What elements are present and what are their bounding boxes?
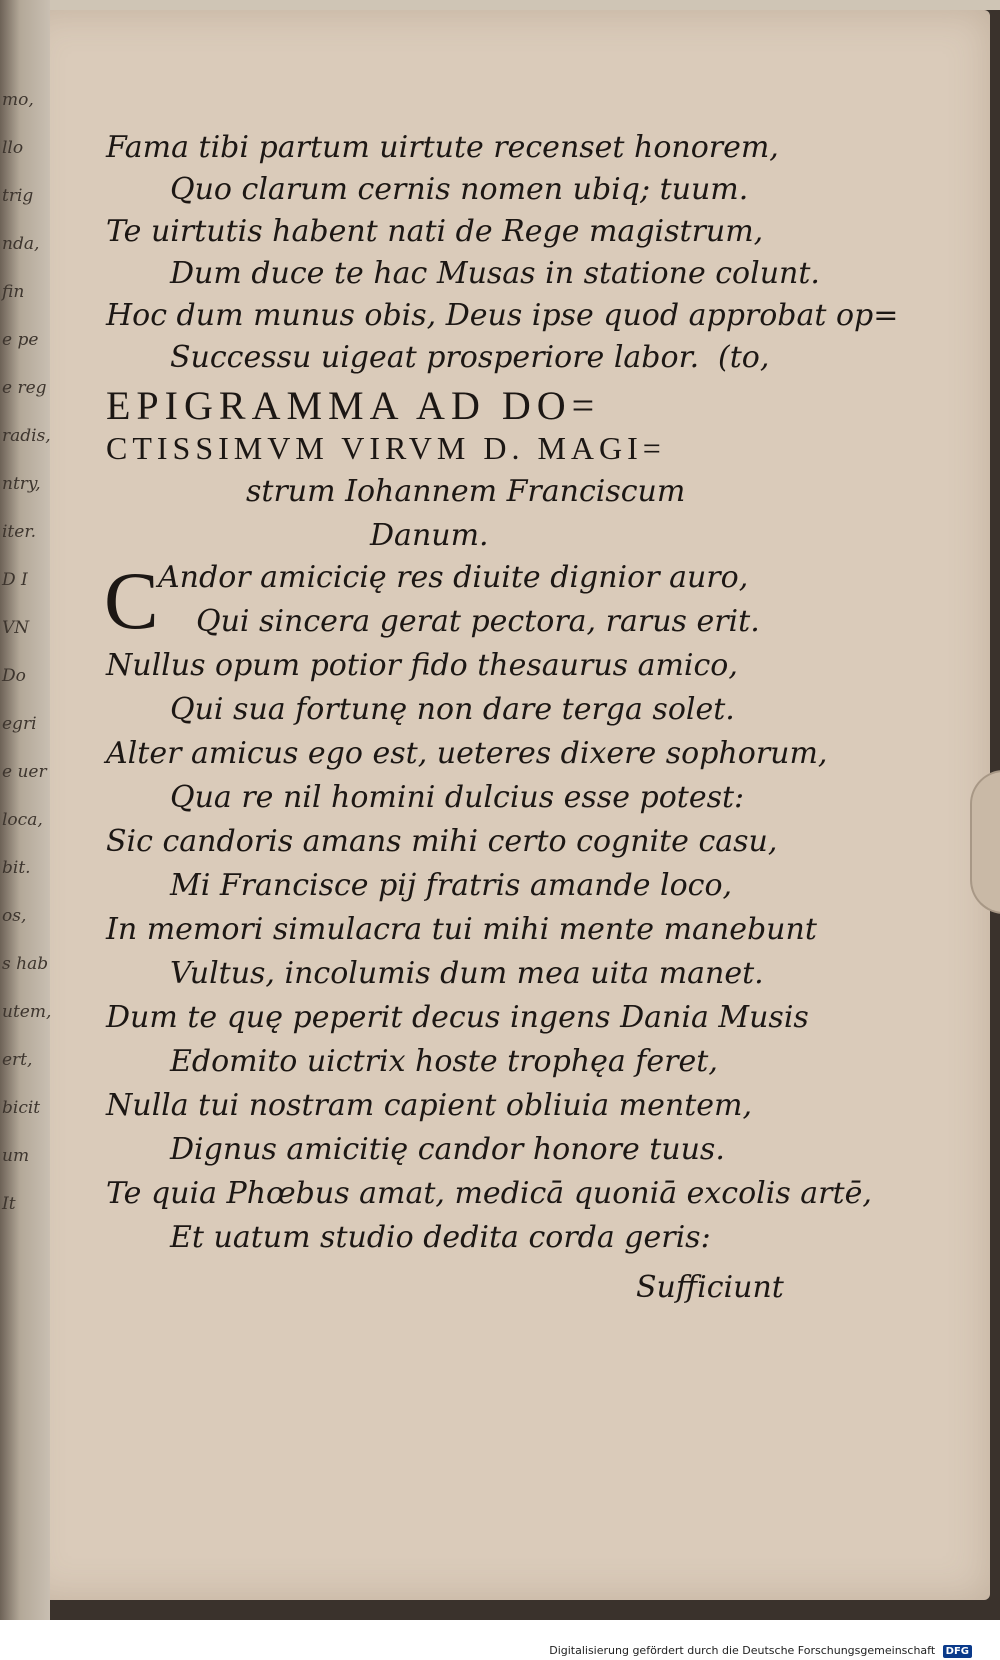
- footer-text: Digitalisierung gefördert durch die Deutsche Forschungsgemeinschaft: [549, 1644, 936, 1657]
- poem2-line: In memori simulacra tui mihi mente manebunt: [106, 912, 817, 947]
- poem1-line: Quo clarum cernis nomen ubiq; tuum.: [170, 172, 749, 207]
- footer-credit: [549, 1644, 972, 1658]
- poem2-line: Sic candoris amans mihi certo cognite casu,: [106, 824, 778, 859]
- heading-line-3: strum Iohannem Franciscum: [246, 474, 686, 509]
- facing-page-fragment: Do: [2, 666, 26, 686]
- poem2-line: Dum te quę peperit decus ingens Dania Musis: [106, 1000, 809, 1035]
- facing-page-fragment: iter.: [2, 522, 36, 542]
- poem1-line: Dum duce te hac Musas in statione colunt.: [170, 256, 820, 291]
- poem1-line: Fama tibi partum uirtute recenset honorem,: [106, 130, 779, 165]
- top-edge: [0, 0, 1000, 10]
- poem2-line: Qui sua fortunę non dare terga solet.: [170, 692, 735, 727]
- facing-page-fragment: llo: [2, 138, 24, 158]
- poem1-line: Successu uigeat prosperiore labor.: [170, 340, 700, 375]
- facing-page-fragment: ntry,: [2, 474, 41, 494]
- poem2-line: Nullus opum potior fido thesaurus amico,: [106, 648, 738, 683]
- poem2-line: Nulla tui nostram capient obliuia mentem,: [106, 1088, 752, 1123]
- facing-page-fragment: egri: [2, 714, 37, 734]
- facing-page-fragment: os,: [2, 906, 27, 926]
- facing-page-fragment: It: [2, 1194, 16, 1214]
- facing-page-edge: [0, 0, 50, 1660]
- poem1-line: Hoc dum munus obis, Deus ipse quod approbat op=: [106, 298, 899, 333]
- facing-page-fragment: utem,: [2, 1002, 52, 1022]
- heading-line-4: Danum.: [370, 518, 489, 553]
- poem2-line: Edomito uictrix hoste trophęa feret,: [170, 1044, 718, 1079]
- poem2-line: Qui sincera gerat pectora, rarus erit.: [196, 604, 760, 639]
- poem2-line: Et uatum studio dedita corda geris:: [170, 1220, 711, 1255]
- poem2-line: Qua re nil homini dulcius esse potest:: [170, 780, 745, 815]
- facing-page-fragment: VN: [2, 618, 30, 638]
- facing-page-fragment: um: [2, 1146, 30, 1166]
- poem2-line: Mi Francisce pij fratris amande loco,: [170, 868, 733, 903]
- poem2-line: Vultus, incolumis dum mea uita manet.: [170, 956, 764, 991]
- dfg-logo-icon: DFG: [943, 1645, 972, 1658]
- facing-page-fragment: bicit: [2, 1098, 41, 1118]
- page-tab: [970, 770, 1000, 914]
- facing-page-fragment: nda,: [2, 234, 40, 254]
- drop-capital: C: [104, 555, 159, 646]
- poem1-overflow: (to,: [718, 340, 770, 375]
- facing-page-fragment: e uer: [2, 762, 47, 782]
- facing-page-fragment: radis,: [2, 426, 51, 446]
- poem2-line: Te quia Phœbus amat, medicā quoniā excolis artē,: [106, 1176, 872, 1211]
- poem2-line: Alter amicus ego est, ueteres dixere sophorum,: [106, 736, 828, 771]
- facing-page-fragment: ert,: [2, 1050, 33, 1070]
- facing-page-fragment: fin: [2, 282, 25, 302]
- facing-page-fragment: trig: [2, 186, 34, 206]
- facing-page-fragment: D I: [2, 570, 28, 590]
- catchword: Sufficiunt: [636, 1270, 784, 1305]
- heading-line-1: EPIGRAMMA AD DO=: [106, 383, 601, 428]
- facing-page-fragment: mo,: [2, 90, 34, 110]
- heading-line-2: CTISSIMVM VIRVM D. MAGI=: [106, 430, 666, 466]
- poem1-line: Te uirtutis habent nati de Rege magistrum,: [106, 214, 764, 249]
- facing-page-fragment: e pe: [2, 330, 39, 350]
- poem2-first-line: Andor amicicię res diuite dignior auro,: [158, 560, 749, 595]
- facing-page-fragment: loca,: [2, 810, 43, 830]
- facing-page-fragment: s hab: [2, 954, 49, 974]
- poem2-line: Dignus amicitię candor honore tuus.: [170, 1132, 725, 1167]
- facing-page-fragment: bit.: [2, 858, 31, 878]
- facing-page-fragment: e reg: [2, 378, 47, 398]
